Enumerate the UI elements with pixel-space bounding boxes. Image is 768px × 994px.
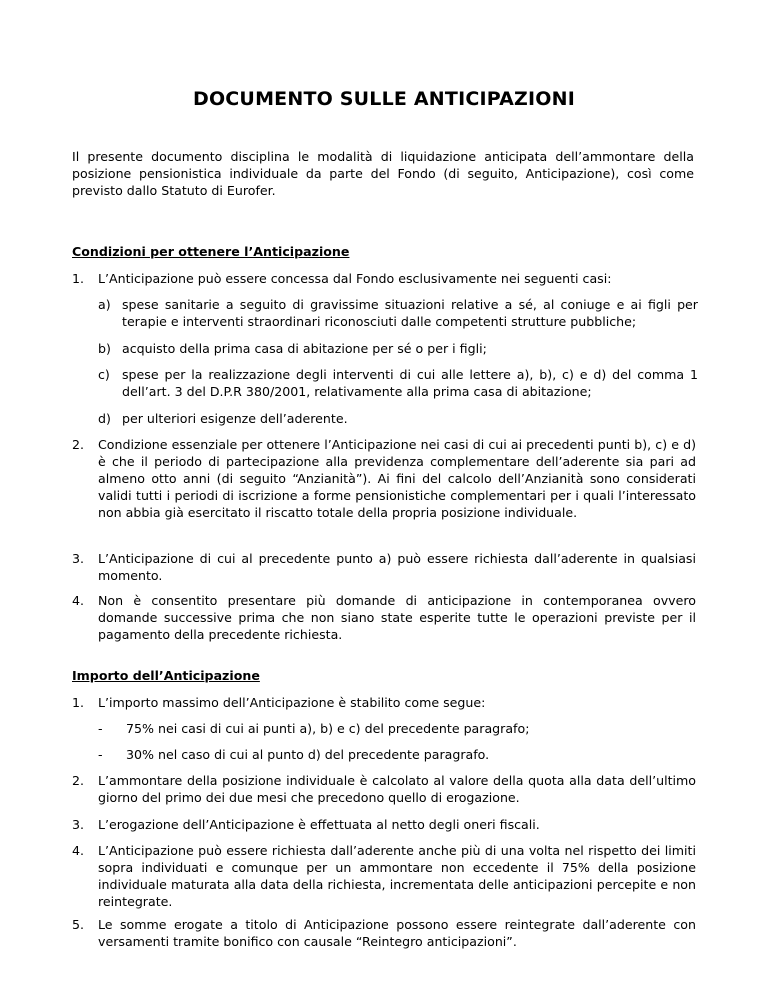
item-text: L’Anticipazione può essere richiesta dall’aderente anche più di una volta nel rispetto dei limiti sopra individuati e comunque per un ammontare non eccedente il 75% della posizione individuale maturata alla data della richiesta, incrementata delle anticipazioni percepite e non reintegrate.	[98, 843, 696, 909]
sub-item-letter: a)	[98, 297, 111, 312]
item-number: 4.	[72, 843, 85, 858]
list-item	[72, 550, 696, 584]
sub-item	[98, 410, 698, 427]
sub-item-text: per ulteriori esigenze dell’aderente.	[122, 411, 348, 426]
item-text: L’Anticipazione può essere concessa dal Fondo esclusivamente nei seguenti casi:	[98, 271, 612, 286]
item-text: L’Anticipazione di cui al precedente punto a) può essere richiesta dall’aderente in qualsiasi momento.	[98, 551, 696, 583]
item-text: Condizione essenziale per ottenere l’Anticipazione nei casi di cui ai precedenti punti b), c) e d) è che il periodo di partecipazione alla previdenza complementare dell’aderente sia pari ad almeno otto anni (di seguito “Anzianità”). Ai fini del calcolo dell’Anzianità sono considerati validi tutti i periodi di iscrizione a forme pensionistiche complementari per i quali l’interessato non abbia già esercitato il riscatto totale della propria posizione individuale.	[98, 437, 696, 520]
item-number: 1.	[72, 271, 85, 286]
sub-item-text: spese per la realizzazione degli interventi di cui alle lettere a), b), c) e d) del comma 1 dell’art. 3 del D.P.R 380/2001, relativamente alla prima casa di abitazione;	[122, 367, 698, 399]
item-text: Non è consentito presentare più domande di anticipazione in contemporanea ovvero domande successive prima che non siano state esperite tutte le operazioni previste per il pagamento della precedente richiesta.	[98, 593, 696, 642]
sub-item-letter: d)	[98, 411, 111, 426]
dash-item	[98, 720, 698, 737]
item-number: 2.	[72, 773, 85, 788]
dash-item	[98, 746, 698, 763]
item-text: L’ammontare della posizione individuale è calcolato al valore della quota alla data dell’ultimo giorno del primo dei due mesi che precedono quello di erogazione.	[98, 773, 696, 805]
item-number: 2.	[72, 437, 85, 452]
item-text: L’erogazione dell’Anticipazione è effettuata al netto degli oneri fiscali.	[98, 817, 540, 832]
sub-item-letter: b)	[98, 341, 111, 356]
sub-item-letter: c)	[98, 367, 110, 382]
list-item	[72, 270, 696, 287]
item-number: 3.	[72, 817, 85, 832]
dash-mark: -	[98, 747, 103, 762]
dash-mark: -	[98, 721, 103, 736]
section-heading-importo: Importo dell’Anticipazione	[72, 668, 260, 683]
list-item	[72, 772, 696, 806]
sub-item-text: acquisto della prima casa di abitazione per sé o per i figli;	[122, 341, 487, 356]
sub-item	[98, 366, 698, 400]
intro-paragraph: Il presente documento disciplina le modalità di liquidazione anticipata dell’ammontare della posizione pensionistica individuale da parte del Fondo (di seguito, Anticipazione), così come previsto dallo Statuto di Eurofer.	[72, 149, 694, 198]
list-item	[72, 842, 696, 910]
sub-item	[98, 340, 698, 357]
item-number: 1.	[72, 695, 85, 710]
section-heading-condizioni: Condizioni per ottenere l’Anticipazione	[72, 244, 350, 259]
document-title: DOCUMENTO SULLE ANTICIPAZIONI	[192, 88, 576, 110]
sub-item-text: spese sanitarie a seguito di gravissime situazioni relative a sé, al coniuge e ai figli per terapie e interventi straordinari riconosciuti dalle competenti strutture pubbliche;	[122, 297, 698, 329]
dash-text: 75% nei casi di cui ai punti a), b) e c) del precedente paragrafo;	[126, 721, 530, 736]
list-item	[72, 816, 696, 833]
list-item	[72, 592, 696, 643]
item-number: 4.	[72, 593, 85, 608]
sub-item	[98, 296, 698, 330]
item-text: Le somme erogate a titolo di Anticipazione possono essere reintegrate dall’aderente con versamenti tramite bonifico con causale “Reintegro anticipazioni”.	[98, 917, 696, 949]
list-item	[72, 694, 696, 711]
item-text: L’importo massimo dell’Anticipazione è stabilito come segue:	[98, 695, 486, 710]
item-number: 5.	[72, 917, 85, 932]
item-number: 3.	[72, 551, 85, 566]
list-item	[72, 916, 696, 950]
dash-text: 30% nel caso di cui al punto d) del precedente paragrafo.	[126, 747, 490, 762]
list-item	[72, 436, 696, 521]
